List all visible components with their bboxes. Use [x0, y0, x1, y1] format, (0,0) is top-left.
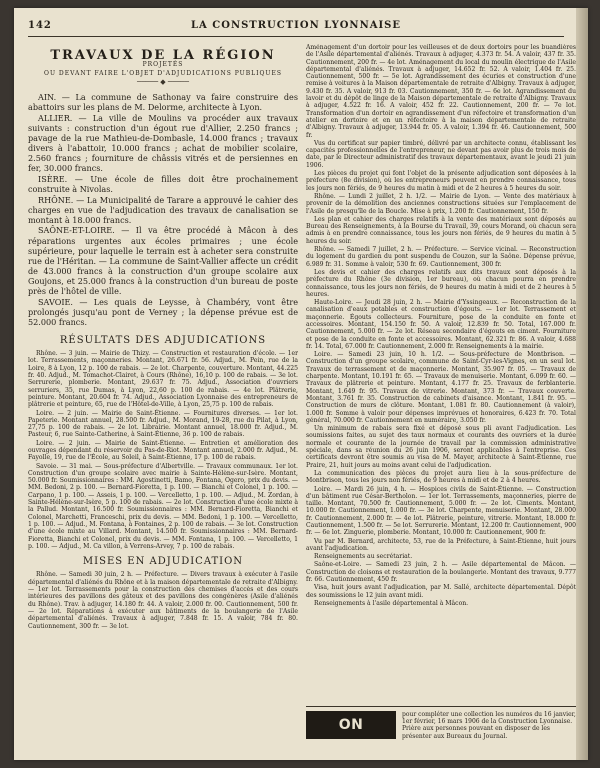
travaux-title: TRAVAUX DE LA RÉGION	[50, 48, 276, 63]
mises-continued-item: La communication des pièces du projet aura lieu à la sous-préfecture de Montbrison, tous les jours non fériés, de 9 heures à midi et de 2 à 4 heures.	[306, 469, 576, 485]
mises-continued-item: Vus du certificat sur papier timbré, délivré par un architecte connu, établissant les capacités professionnelles de l'entrepreneur, ne devant pas avoir plus de trois mois de date, par le Directeur administratif des travaux départementaux, avant le jeudi 21 juin 1906.	[306, 139, 576, 169]
mises-continued-item: Les devis et cahier des charges relatifs aux dits travaux sont déposés à la préfecture du Rhône (3e division, 1er bureau), où chacun pourra en prendre connaissance, tous les jours non fériés, de 9 heures du matin à midi et de 2 heures à 5 heures.	[306, 268, 576, 298]
ad-text: pour compléter une collection les numéros du 16 janvier, 1er février, 16 mars 1906 de la Construction Lyonnaise. Prière aux personnes pouvant en disposer de les présenter aux Bureaux du Journal.	[402, 711, 576, 740]
right-column	[306, 44, 576, 704]
mises-continued-item: Renseignements au secrétariat.	[314, 553, 413, 561]
mises-continued-item: Un minimum de rabais sera fixé et déposé sous pli avant l'adjudication. Les soumissions faites, au sujet des taux normaux et courants des ouvriers et la durée normale et courante de la journée de travail par la commission administrative spéciale, dans sa réunion du 26 juin 1906, seront applicables à l'entreprise. Ces certificats devront être soumis au visa de M. Mayer, architecte à Saint-Étienne, rue Praire, 21, huit jours au moins avant celui de l'adjudication.	[306, 425, 576, 469]
travaux-item-isere: ISÈRE. — Une école de filles doit être prochainement construite à Nivolas.	[28, 173, 298, 195]
mises-continued-item: Rhône. — Lundi 2 juillet, 2 h. 1/2. — Mairie de Lyon. — Vente des matériaux à provenir de la démolition des anciennes constructions situées sur l'emplacement de l'Asile de presqu'île de la Boucle. Mise à prix, 1.200 fr. Cautionnement, 150 fr.	[306, 192, 576, 215]
mises-continued-item: Renseignements à l'asile départemental à Mâcon.	[314, 599, 469, 607]
travaux-item-saone-et-loire: SAÔNE-ET-LOIRE. — Il va être procédé à Mâcon à des réparations urgentes aux écoles primaires ; une école supérieure, pour laquelle le terrain est à acheter sera construite rue de l'Héritan. — La commune de Saint-Vallier affecte un crédit de 43.000 francs à la construction d'un groupe scolaire aux Goujons, et 25.000 francs à la construction d'un bureau de poste près de l'hôtel de ville.	[28, 225, 298, 296]
resultats-title: RÉSULTATS DES ADJUDICATIONS	[59, 334, 267, 346]
travaux-subtitle-2: OU DEVANT FAIRE L'OBJET D'ADJUDICATIONS PUBLIQUES	[44, 69, 282, 77]
mises-continued-item: Loire. — Mardi 26 juin, 4 h. — Hospices civils de Saint-Étienne. — Construction d'un bâtiment rue César-Bertholon. — 1er lot. Terrassements, maçonneries, pierre de taille. Montant, 70.500 fr. Cautionnement, 5.000 fr. — 2e lot. Ciments. Montant, 10.000 fr. Cautionnement, 1.000 fr. — 3e lot. Charpente, menuiserie. Montant, 28.000 fr. Cautionnement, 2.000 fr. — 4e lot. Plâtrerie, peinture, vitrerie. Montant, 18.000 fr. Cautionnement, 1.500 fr. — 5e lot. Serrurerie. Montant, 12.200 fr. Cautionnement, 900 fr. — 6e lot. Zinguerie, plomberie. Montant, 10.000 fr. Cautionnement, 900 fr.	[306, 485, 576, 537]
travaux-item-allier: ALLIER. — La ville de Moulins va procéder aux travaux suivants : construction d'un égout rue d'Allier, 2.250 francs ; pavage de la rue Mathieu-de-Dombasle, 14.000 francs ; travaux divers à l'abattoir, 10.000 francs ; achat de mobilier scolaire, 2.560 francs ; fourniture de châssis vitrés et de persiennes en fer, 30.000 francs.	[28, 112, 298, 174]
mises-continued-item: Rhône. — Samedi 7 juillet, 2 h. — Préfecture. — Service vicinal. — Reconstruction du logement du gardien du pont suspendu de Couzon, sur la Saône. Dépense prévue, 6.989 fr. 31. Somme à valoir, 530 fr. 69. Cautionnement, 300 fr.	[306, 246, 576, 268]
ad-title: ON DEMANDE	[306, 711, 396, 739]
travaux-item-savoie: SAVOIE. — Les quais de Leysse, à Chambéry, vont être prolongés jusqu'au pont de Verney ; la dépense prévue est de 52.000 francs.	[28, 296, 298, 327]
journal-title: LA CONSTRUCTION LYONNAISE	[191, 20, 401, 31]
resultats-item: Rhône. — 3 juin. — Mairie de Thizy. — Construction et restauration d'école. — 1er lot. Terrassements, maçonneries. Montant, 26.671 fr. 56. Adjud., M. Pein, rue de la Loire, 8 à Lyon, 12 p. 100 de rabais. — 2e lot. Charpente, couverture. Montant, 44.225 fr. 40. Adjud., M. Tomachot-Clairet, à Cours (Rhône), 16,10 p. 100 de rabais. — 3e lot. Serrurerie, plomberie. Montant, 29.637 fr. 75. Adjud., Association d'ouvriers serruriers, 35, rue Dumas, à Lyon, 22,60 p. 100 de rabais. — 4e lot. Plâtrerie, peinture. Montant, 20.604 fr. 74. Adjud., Association Lyonnaise des entrepreneurs de plâtrerie et peinture, 65, rue de l'Hôtel-de-Ville, à Lyon, 25,75 p. 100 de rabais.	[28, 350, 298, 409]
mises-continued-item: Haute-Loire. — Jeudi 28 juin, 2 h. — Mairie d'Yssingeaux. — Reconstruction de la canalisation d'eaux potables et construction d'égouts. — 1er lot. Terrassement et maçonnerie. Égouts collecteurs. Fourniture, pose de la conduite en fonte et accessoires. Montant, 154.150 fr. 50. A valoir, 12.839 fr. 50. Total, 167.000 fr. Cautionnement, 5.000 fr. — 2e lot. Réseau secondaire d'égouts en ciment. Fourniture et pose de la conduite en fonte et accessoires. Montant, 62.321 fr. 86. A valoir, 4.688 fr. 14. Total, 67.000 fr. Cautionnement, 2.000 fr. Renseignements à la mairie.	[306, 299, 576, 350]
page-number: 142	[28, 20, 52, 31]
mises-continued-item: Les pièces du projet qui font l'objet de la présente adjudication sont déposées à la préfecture (8e division), où les entrepreneurs peuvent en prendre connaissance, tous les jours non fériés, de 9 heures du matin à midi et de 2 heures à 5 heures du soir.	[306, 170, 576, 192]
page-binding-edge	[576, 8, 588, 760]
travaux-item-rhone: RHÔNE. — La Municipalité de Tarare a approuvé le cahier des charges en vue de l'adjudication des travaux de canalisation se montant à 18.000 francs.	[28, 194, 298, 225]
on-demande-advertisement	[306, 706, 576, 760]
mises-title: MISES EN ADJUDICATION	[82, 556, 244, 568]
left-column	[28, 44, 298, 748]
mises-continued-item: Saône-et-Loire. — Samedi 23 juin, 2 h. — Asile départemental de Mâcon. — Construction de cloisons et restauration de la boulangerie. Montant des travaux, 9.777 fr. 66. Cautionnement, 450 fr.	[306, 561, 576, 584]
mises-continued-item: Aménagement d'un dortoir pour les veilleuses et de deux dortoirs pour les buandières de l'Asile départemental d'aliénés. Travaux à adjuger, 4.373 fr. 54. A valoir, 437 fr. 35. Cautionnement, 200 fr. — 4e lot. Aménagement du local du moulin électrique de l'Asile départemental d'aliénés. Travaux à adjuger, 14.652 fr. 52. A valoir, 1.404 fr. 25. Cautionnement, 500 fr. — 5e lot. Agrandissement des écuries et construction d'une remise à voitures à la Maison départementale de retraite d'Albigny. Travaux à adjuger, 9.430 fr. 35. A valoir, 913 fr. 03. Cautionnement, 350 fr. — 6e lot. Agrandissement du lavoir et du dépôt de linge de la Maison départementale de retraite d'Albigny. Travaux à adjuger, 4.522 fr. 16. A valoir, 452 fr. 22. Cautionnement, 200 fr. — 7e lot. Transformation d'un dortoir en agrandissement d'un réfectoire et transformation d'un atelier en dortoire et en un réfectoire à la maison départementale de retraite d'Albigny. Travaux à adjuger, 13.944 fr. 05. A valoir, 1.394 fr. 46. Cautionnement, 500 fr.	[306, 44, 576, 139]
journal-page	[14, 8, 588, 760]
mises-continued-item: Vu par M. Bernard, architecte, 53, rue de la Préfecture, à Saint-Étienne, huit jours avant l'adjudication.	[306, 537, 576, 552]
ornament-divider: ───── ◆ ─────	[137, 77, 189, 86]
travaux-item-ain: AIN. — La commune de Sathonay va faire construire des abattoirs sur les plans de M. Delorme, architecte à Lyon.	[28, 92, 298, 113]
resultats-item: Savoie. — 31 mai. — Sous-préfecture d'Albertville. — Travaux communaux. 1er lot. Construction d'un groupe scolaire avec mairie à Sainte-Hélène-sur-Isère. Montant, 50.000 fr. Soumissionnaires : MM. Agostinetti, Bamo, Fontana, Ogero, prix du devis. — MM. Bedoni, 2 p. 100. — Bernard-Fioretta, 1 p. 100. — Bianchi et Colonel, 1 p. 100. — Carpano, 1 p. 100. — Asseis, 1 p. 100. — Vercelletto, 1 p. 100. — Adjud., M. Zordan, à Sainte-Hélène-sur-Isère, 5 p. 100 de rabais. — 2e lot. Construction d'une école mixte à la Pallud. Montant, 16.500 fr. Soumissionnaires : MM. Bernard-Fioretta, Bianchi et Colonel, Marchetti, Franceschi, prix du devis. — MM. Bedoni, 1 p. 100. — Vercelletto, 1 p. 100. — Adjud., M. Fontana, à Fontaines, 2 p. 100 de rabais. — 3e lot. Construction d'une école mixte au Villard. Montant, 14.500 fr. Soumissionnaires : MM. Bernard-Fioretta, Bianchi et Colonel, prix du devis. — MM. Fontana, 1 p. 100. — Vercelletto, 1 p. 100. — Adjud., M. Ca villon, à Verrens-Arvey, 7 p. 100 de rabais.	[28, 462, 298, 550]
travaux-subtitle-1: PROJETÉS	[142, 61, 184, 69]
mises-continued-item: Loire. — Samedi 23 juin, 10 h. 1/2. — Sous-préfecture de Montbrison. — Construction d'un groupe scolaire, commune de Saint-Cyr-les-Vignes, en un seul lot. Travaux de terrassement et de maçonnerie. Montant, 35.907 fr. 05. — Travaux de charpente. Montant, 10.191 fr. 65. — Travaux de menuiserie. Montant, 6.099 fr. 60. — Travaux de plâtrerie et peinture. Montant, 4.177 fr. 25. Travaux de ferblanterie. Montant, 1.649 fr. 95. Travaux de vitrerie. Montant, 373 fr. — Travaux couverte. Montant, 3.761 fr. 35. Construction de cabinets d'aisance. Montant, 1.841 fr. 95. — Construction de murs de clôture. Montant, 1.081 fr. 80. Cautionnement (à valoir), 1.000 fr. Somme à valoir pour dépenses imprévues et honoraires, 6.423 fr. 70. Total général, 70.000 fr. Cautionnement en numéraire, 3.050 fr.	[306, 351, 576, 424]
resultats-item: Loire. — 2 juin. — Mairie de Saint-Étienne. — Fournitures diverses. — 1er lot. Papeterie. Montant annuel, 28.500 fr. Adjud., M. Morand, 19-28, rue du Pilat, à Lyon, 27,75 p. 100 de rabais. — 2e lot. Librairie. Montant annuel, 18.000 fr. Adjud., M. Pasteur, 6, rue Sainte-Catherine, à Saint-Étienne, 36 p. 100 de rabais.	[28, 409, 298, 439]
resultats-item: Loire. — 2 juin. — Mairie de Saint-Étienne. — Entretien et amélioration des ouvrages dépendant du réservoir du Pas-de-Riot. Montant annuel, 2.000 fr. Adjud., M. Fayolle, 19, rue de l'École, au Soleil, à Saint-Étienne, 17 p. 100 de rabais.	[28, 439, 298, 462]
mises-item: Rhône. — Samedi 30 juin, 2 h. — Préfecture. — Divers travaux à exécuter à l'asile départemental d'aliénés du Rhône et à la maison départementale de retraite d'Albigny. — 1er lot. Terrassements pour la construction des chemises d'accès et des cours intérieures des pavillons des gâteux et des pavillons des congénères (Asile d'aliénés du Rhône). Trav. à adjuger, 14.180 fr. 44. A valoir, 2.000 fr. 00. Cautionnement, 500 fr. — 2e lot. Réparations à exécuter aux bâtiments de la boulangerie de l'Asile départemental d'aliénés. Travaux à adjuger, 7.848 fr. 15. A valoir, 784 fr. 80. Cautionnement, 300 fr. — 3e lot.	[28, 571, 298, 630]
running-head	[28, 20, 564, 37]
mises-continued-item: Visa, huit jours avant l'adjudication, par M. Sallé, architecte départemental. Dépôt des soumissions le 12 juin avant midi.	[306, 584, 576, 599]
mises-continued-item: Les plan et cahier des charges relatifs à la vente des matériaux sont déposés au Bureau des Renseignements, à la Bourse du Travail, 39, cours Morand, où chacun sera admis à en prendre connaissance, tous les jours non fériés, de 9 heures du matin à 5 heures du soir.	[306, 215, 576, 245]
